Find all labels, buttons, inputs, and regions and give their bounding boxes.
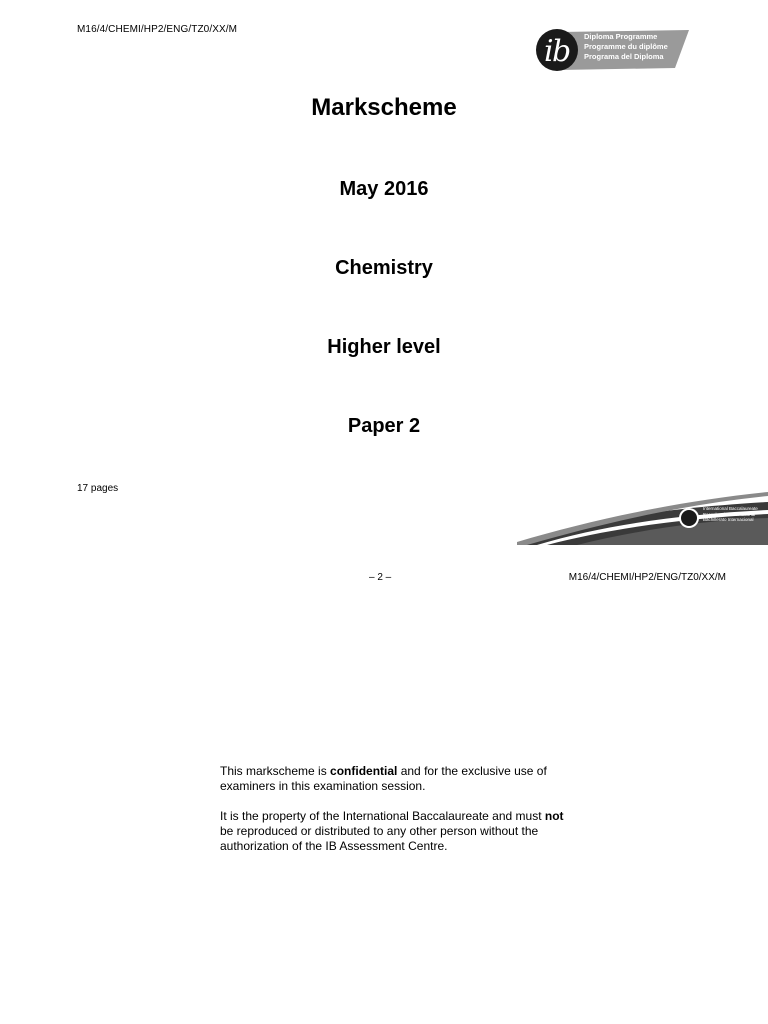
ib-footer-swoosh	[517, 490, 768, 545]
notice-paragraph-1: This markscheme is confidential and for the exclusive use of examiners in this examination session.	[220, 764, 547, 793]
exam-session: May 2016	[339, 178, 429, 200]
confidentiality-notice	[220, 764, 565, 869]
notice-paragraph-2: It is the property of the International Baccalaureate and must not be reproduced or distributed to any other person without the authorization of the IB Assessment Centre.	[220, 809, 564, 853]
page-2	[0, 548, 768, 1024]
page-number: – 2 –	[369, 572, 392, 583]
page-count: 17 pages	[77, 483, 119, 494]
document-title: Markscheme	[311, 94, 457, 121]
document-code: M16/4/CHEMI/HP2/ENG/TZ0/XX/M	[77, 24, 238, 35]
ib-badge-text: Diploma Programme Programme du diplôme Programa del Diploma	[584, 32, 668, 61]
document-code: M16/4/CHEMI/HP2/ENG/TZ0/XX/M	[568, 572, 726, 583]
ib-diploma-badge	[535, 28, 689, 72]
paper-title: Paper 2	[347, 415, 421, 437]
svg-text:i: i	[544, 34, 554, 69]
ib-footer-logo-text: International Baccalaureate Baccalauréat International Bachillerato Internacional	[703, 506, 758, 522]
svg-text:b: b	[552, 34, 572, 69]
level-title: Higher level	[327, 336, 441, 358]
subject-title: Chemistry	[335, 257, 433, 279]
